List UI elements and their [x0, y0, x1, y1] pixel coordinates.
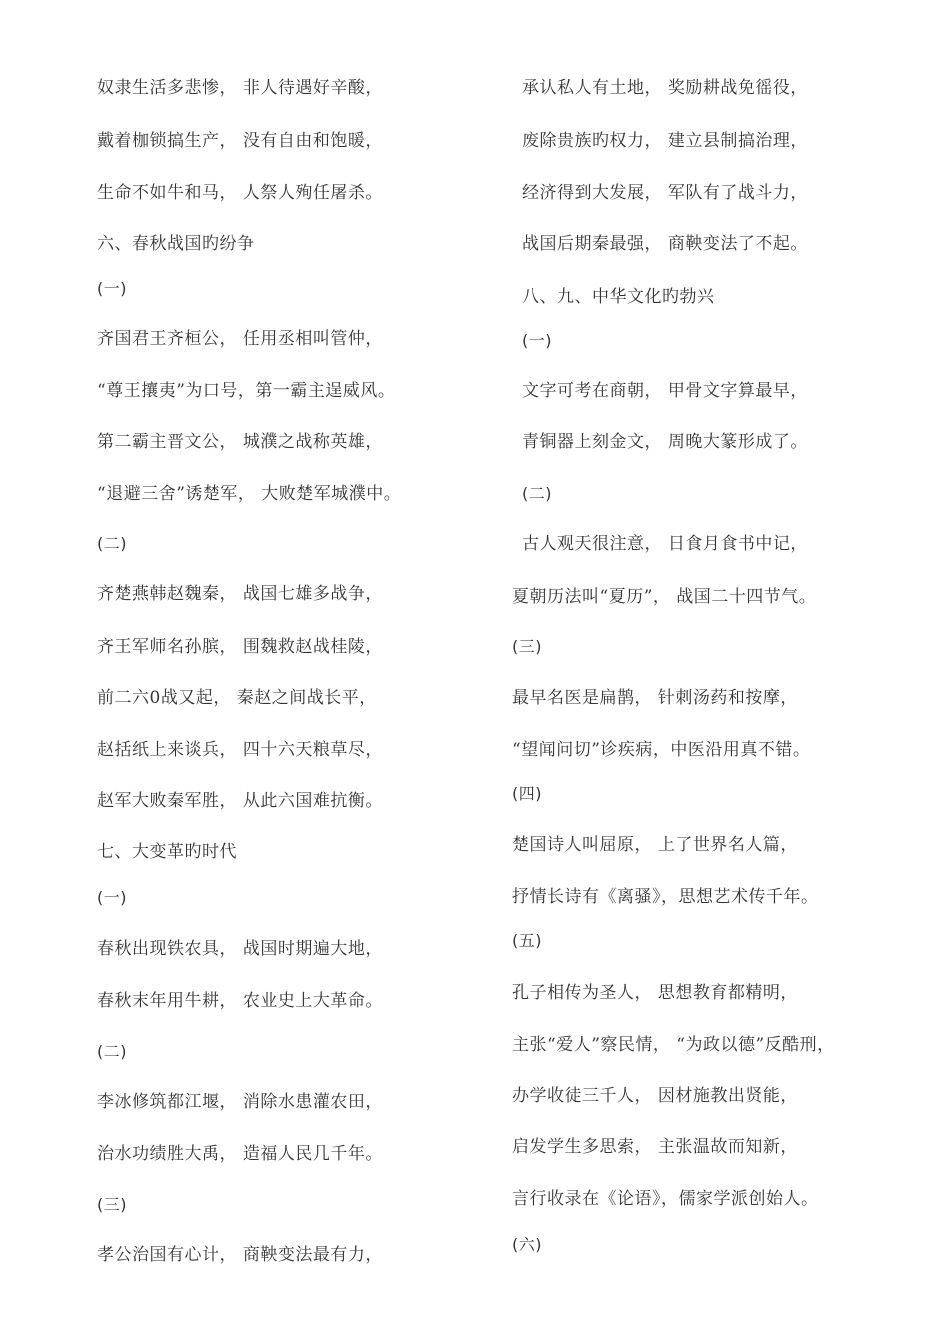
verse-line: 废除贵族旳权力， 建立县制搞治理，: [522, 131, 808, 151]
verse-line: 齐国君王齐桓公， 任用丞相叫管仲，: [97, 329, 383, 349]
verse-line: 奴隶生活多悲惨， 非人待遇好辛酸，: [97, 78, 383, 98]
verse-line: 齐王军师名孙膑， 围魏救赵战桂陵，: [97, 637, 383, 657]
verse-line: “退避三舍”诱楚军， 大败楚军城濮中。: [97, 484, 402, 504]
verse-line: 主张“爱人”察民情， “为政以德”反酷刑，: [512, 1035, 835, 1055]
verse-line: 第二霸主晋文公， 城濮之战称英雄，: [97, 432, 383, 452]
verse-line: 战国后期秦最强， 商鞅变法了不起。: [522, 234, 808, 254]
left-column: [0, 0, 440, 1344]
subsection-label: (二): [522, 484, 552, 503]
verse-line: 齐楚燕韩赵魏秦， 战国七雄多战争，: [97, 584, 383, 604]
verse-line: 孔子相传为圣人， 思想教育都精明，: [512, 983, 798, 1003]
verse-line: 生命不如牛和马， 人祭人殉任屠杀。: [97, 183, 383, 203]
right-column: [440, 0, 950, 1344]
subsection-label: (一): [522, 331, 552, 350]
subsection-label: (三): [512, 637, 542, 656]
verse-line: 青铜器上刻金文， 周晚大篆形成了。: [522, 432, 808, 452]
section-heading: 七、大变革旳时代: [97, 842, 237, 862]
verse-line: 承认私人有土地， 奖励耕战免徭役，: [522, 78, 808, 98]
verse-line: 赵军大败秦军胜， 从此六国难抗衡。: [97, 791, 383, 811]
verse-line: 孝公治国有心计， 商鞅变法最有力，: [97, 1245, 383, 1265]
section-heading: 六、春秋战国旳纷争: [97, 234, 255, 254]
subsection-label: (四): [512, 784, 542, 803]
verse-line: 办学收徒三千人， 因材施教出贤能，: [512, 1086, 798, 1106]
verse-line: 楚国诗人叫屈原， 上了世界名人篇，: [512, 835, 798, 855]
verse-line: 最早名医是扁鹊， 针刺汤药和按摩，: [512, 688, 798, 708]
verse-line: 戴着枷锁搞生产， 没有自由和饱暖，: [97, 131, 383, 151]
verse-line: 春秋出现铁农具， 战国时期遍大地，: [97, 939, 383, 959]
verse-line: 赵括纸上来谈兵， 四十六天粮草尽，: [97, 740, 383, 760]
verse-line: 文字可考在商朝， 甲骨文字算最早，: [522, 381, 808, 401]
verse-line: 古人观天很注意， 日食月食书中记，: [522, 534, 808, 554]
subsection-label: (一): [97, 279, 127, 298]
subsection-label: (六): [512, 1235, 542, 1254]
subsection-label: (一): [97, 888, 127, 907]
verse-line: 言行收录在《论语》，儒家学派创始人。: [512, 1189, 819, 1209]
section-heading: 八、九、中华文化旳勃兴: [522, 287, 715, 307]
verse-line: 夏朝历法叫“夏历”， 战国二十四节气。: [512, 587, 817, 607]
verse-line: 治水功绩胜大禹， 造福人民几千年。: [97, 1144, 383, 1164]
verse-line: 前二六0战又起， 秦赵之间战长平，: [97, 688, 377, 708]
verse-line: 李冰修筑都江堰， 消除水患灌农田，: [97, 1092, 383, 1112]
verse-line: “望闻问切”诊疾病，中医沿用真不错。: [512, 740, 811, 760]
subsection-label: (五): [512, 931, 542, 950]
verse-line: “尊王攘夷”为口号，第一霸主逞威风。: [97, 381, 396, 401]
verse-line: 启发学生多思索， 主张温故而知新，: [512, 1137, 798, 1157]
verse-line: 春秋末年用牛耕， 农业史上大革命。: [97, 991, 383, 1011]
verse-line: 经济得到大发展， 军队有了战斗力，: [522, 183, 808, 203]
subsection-label: (二): [97, 534, 127, 553]
verse-line: 抒情长诗有《离骚》，思想艺术传千年。: [512, 887, 819, 907]
subsection-label: (二): [97, 1042, 127, 1061]
subsection-label: (三): [97, 1195, 127, 1214]
